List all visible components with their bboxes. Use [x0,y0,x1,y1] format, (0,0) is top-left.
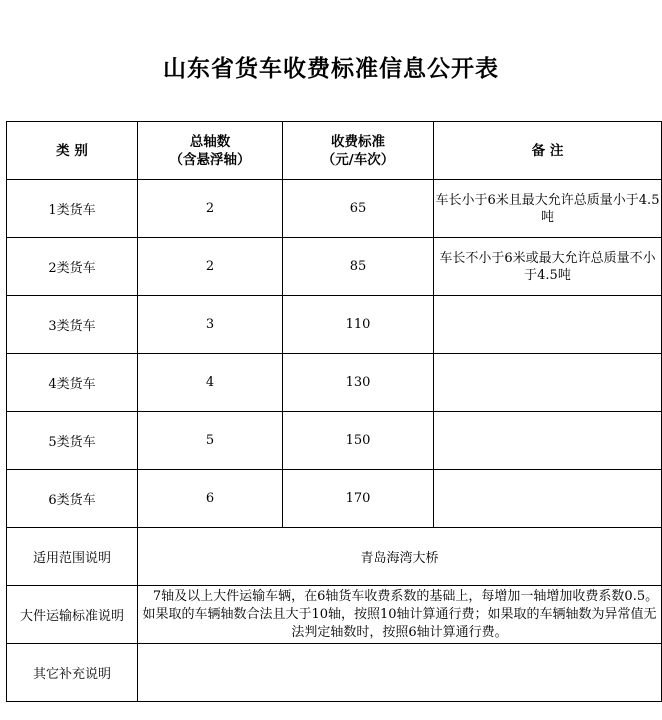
row-category: 4类货车 [7,354,138,412]
table-row [7,470,662,528]
header-fee-line2: （元/车次） [321,151,395,168]
row-axles: 5 [138,412,283,470]
table-row [7,180,662,238]
table-header-row [7,122,662,180]
row-category: 3类货车 [7,296,138,354]
row-remark [434,296,662,354]
row-remark [434,470,662,528]
row-remark [434,354,662,412]
row-axles: 2 [138,180,283,238]
other-label: 其它补充说明 [7,644,138,702]
oversize-value [138,586,662,644]
row-fee: 65 [283,180,434,238]
row-axles: 3 [138,296,283,354]
header-axles-line1: 总轴数 [189,133,231,150]
row-fee: 110 [283,296,434,354]
other-value [138,644,662,702]
fee-table [6,121,662,702]
row-axles: 6 [138,470,283,528]
row-remark: 车长小于6米且最大允许总质量小于4.5吨 [434,180,662,238]
scope-label: 适用范围说明 [7,528,138,586]
row-remark [434,412,662,470]
table-row [7,296,662,354]
row-category: 1类货车 [7,180,138,238]
header-axles [138,122,283,180]
row-axles: 2 [138,238,283,296]
row-fee: 170 [283,470,434,528]
oversize-text: 7轴及以上大件运输车辆，在6轴货车收费系数的基础上，每增加一轴增加收费系数0.5。如果取的车辆轴数合法且大于10轴，按照10轴计算通行费；如果取的车辆轴数为异常值无法判定轴数时，按照6轴计算通行费。 [142,588,659,640]
row-fee: 130 [283,354,434,412]
header-fee-line1: 收费标准 [331,133,385,150]
oversize-label: 大件运输标准说明 [7,586,138,644]
page-title: 山东省货车收费标准信息公开表 [163,56,499,82]
row-category: 6类货车 [7,470,138,528]
table-row [7,238,662,296]
header-category: 类 别 [7,122,138,180]
table-row [7,354,662,412]
row-fee: 150 [283,412,434,470]
header-remark: 备 注 [434,122,662,180]
scope-value: 青岛海湾大桥 [138,528,662,586]
header-axles-line2: （含悬浮轴） [169,151,251,168]
oversize-row [7,586,662,644]
row-fee: 85 [283,238,434,296]
header-fee [283,122,434,180]
scope-row [7,528,662,586]
row-remark: 车长不小于6米或最大允许总质量不小于4.5吨 [434,238,662,296]
row-axles: 4 [138,354,283,412]
row-category: 5类货车 [7,412,138,470]
row-category: 2类货车 [7,238,138,296]
table-row [7,412,662,470]
other-row [7,644,662,702]
